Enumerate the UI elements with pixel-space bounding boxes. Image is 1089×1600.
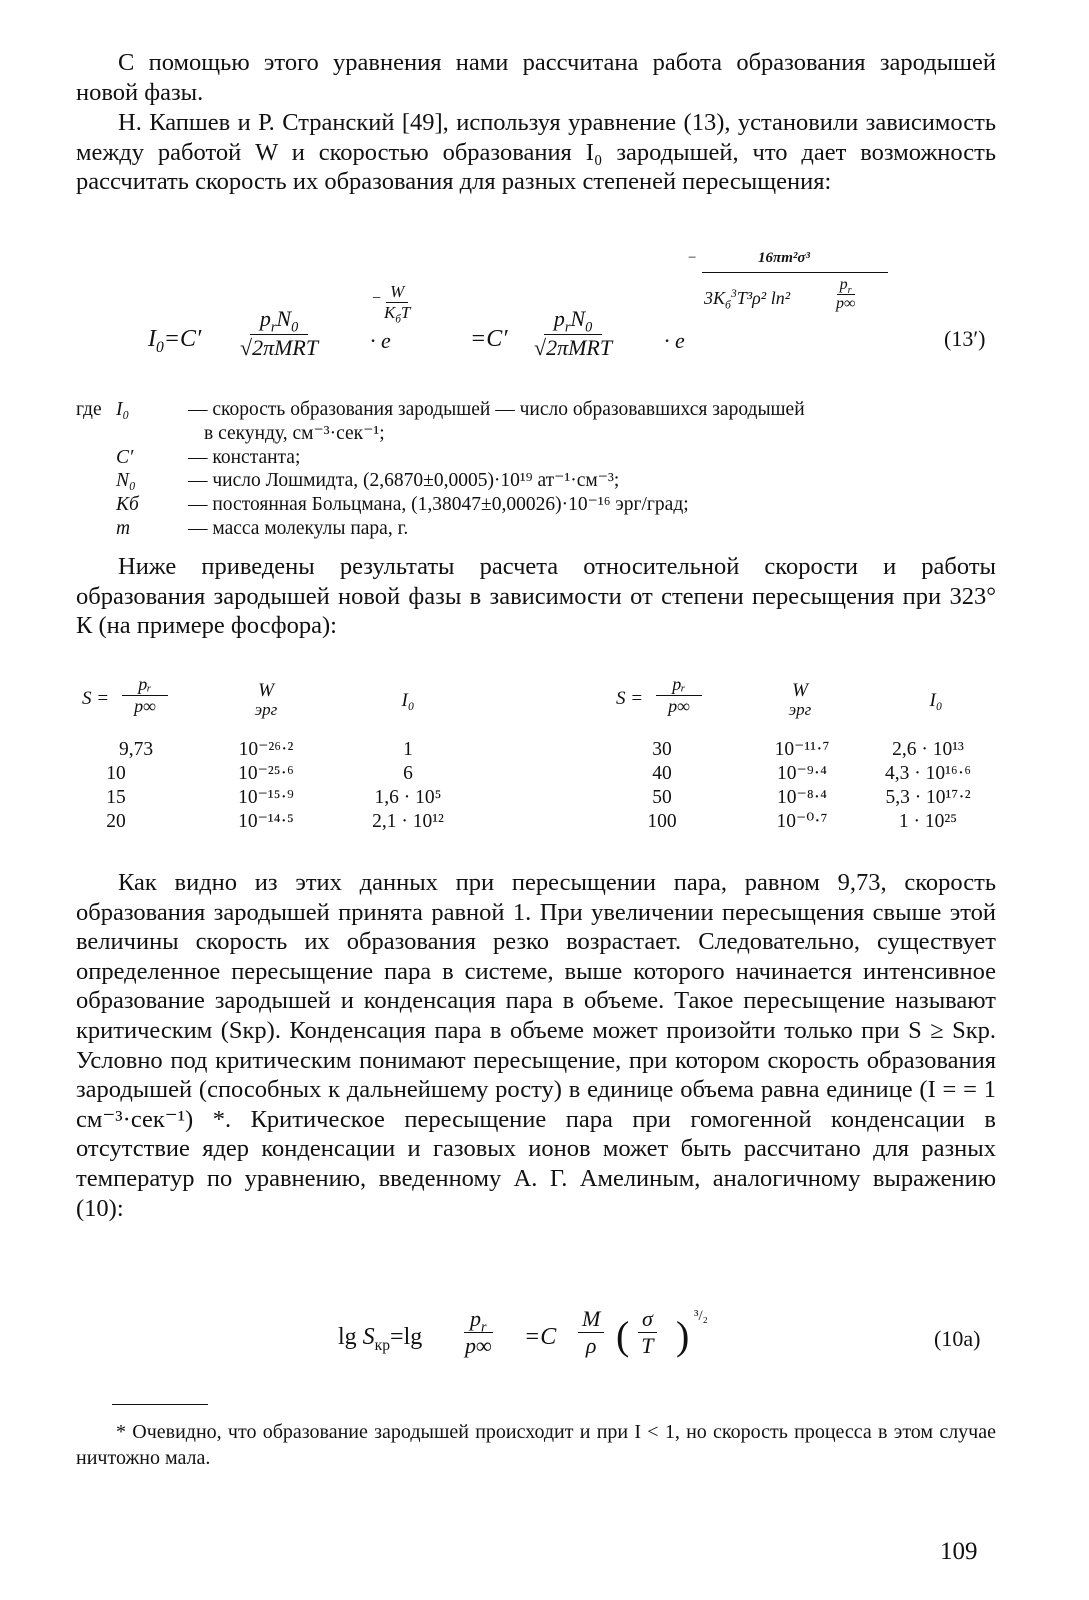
definition-row bbox=[76, 446, 1006, 470]
table-cell-s: 15 bbox=[106, 787, 126, 808]
table-cell-i: 1 bbox=[403, 739, 413, 760]
eq-e-2: · e bbox=[664, 328, 685, 353]
paragraph-4: Как видно из этих данных при пересыщении пара, равном 9,73, скорость образования зародышей принята равной 1. При увеличении пересыщения свыше этой величины скорость их образования резко возрастает. Следовательно, существует определенное пересыщение пара в системе, выше которого начинается интенсивное образование зародышей и конденсация пара в объеме. Такое пересыщение называют критическим (Sкр). Конденсация пара в объеме может произойти только при S ≥ Sкр. Условно под критическим понимают пересыщение, при котором скорость образования зародышей (способных к дальнейшему росту) в единице объема равна единице (I = = 1 см⁻³·сек⁻¹) *. Критическое пересыщение пара при гомогенной конденсации в отсутствие ядер конденсации и газовых ионов может быть рассчитано для разных температур по уравнению, введенному А. Г. Амелиным, аналогичному выражению (10): bbox=[76, 869, 996, 1222]
table-cell-w: 10⁻²⁵·⁶ bbox=[238, 763, 294, 784]
table-cell-i: 6 bbox=[403, 763, 413, 784]
table-header-s-right: S = bbox=[616, 688, 644, 709]
definition-text-cont: в секунду, см⁻³·сек⁻¹; bbox=[204, 422, 385, 444]
eq10a-lhs: $\lg S_{кр}=\lg$ bbox=[338, 1324, 423, 1354]
eq-e-1: · e bbox=[370, 328, 391, 353]
table-cell-s: 40 bbox=[652, 763, 672, 784]
table-cell-i: 2,1 · 10¹² bbox=[372, 811, 444, 832]
table-header-erg-right: эрг bbox=[788, 700, 812, 719]
table-cell-w: 10⁻⁹·⁴ bbox=[777, 763, 827, 784]
table-header-ratio: pᵣ p∞ bbox=[122, 674, 168, 717]
definition-text: — константа; bbox=[188, 446, 301, 468]
eq10a-sigma-t: σ T bbox=[638, 1306, 657, 1359]
definition-row bbox=[76, 422, 1006, 446]
eq-exp1-minus: − bbox=[372, 290, 382, 307]
table-header-s: S = bbox=[82, 688, 110, 709]
definition-text: — постоянная Больцмана, (1,38047±0,00026)·10⁻¹⁶ эрг/град; bbox=[188, 494, 689, 516]
table-header-erg: эрг bbox=[254, 700, 278, 719]
eq10a-power: ³/₂ bbox=[694, 1308, 708, 1324]
equation-number-13: (13′) bbox=[944, 326, 986, 351]
exp-numerator: 16πm²σ³ bbox=[758, 250, 810, 266]
definitions-list bbox=[76, 398, 1006, 541]
paragraph-1: С помощью этого уравнения нами рассчитана работа образования зародышей новой фазы. bbox=[76, 49, 996, 106]
table-cell-s: 50 bbox=[652, 787, 672, 808]
definitions-intro: где bbox=[76, 399, 102, 420]
table-header-w: W bbox=[258, 680, 274, 701]
table-cell-w: 10⁻¹⁴·⁵ bbox=[238, 811, 294, 832]
table-cell-w: 10⁻⁸·⁴ bbox=[777, 787, 827, 808]
definition-row bbox=[76, 398, 1006, 422]
eq-fraction-1: $p_rN_0$ √2πMRT bbox=[240, 306, 319, 360]
eq10a-paren-close: ) bbox=[676, 1313, 690, 1358]
definition-symbol: Kб bbox=[116, 494, 139, 516]
table-cell-s: 30 bbox=[652, 739, 672, 760]
definition-row bbox=[76, 517, 1006, 541]
definition-text: — число Лошмидта, (2,6870±0,0005)·10¹⁹ ат⁻¹·см⁻³; bbox=[188, 470, 620, 492]
definition-row bbox=[76, 469, 1006, 493]
table-header-i-right: I₀ bbox=[929, 690, 943, 711]
eq-exp1-fraction: W $K_бT$ bbox=[384, 282, 411, 326]
exp-denominator: $3K_б^3T^3\rho^2$ ln² bbox=[704, 287, 791, 312]
table-cell-s: 10 bbox=[106, 763, 126, 784]
table-cell-i: 4,3 · 10¹⁶·⁶ bbox=[884, 763, 972, 784]
table-cell-w: 10⁻¹⁵·⁹ bbox=[238, 787, 294, 808]
table-header-i: I₀ bbox=[401, 690, 415, 711]
equation-number-10a: (10а) bbox=[934, 1326, 981, 1351]
definition-text: — масса молекулы пара, г. bbox=[188, 517, 409, 539]
paragraph-2: Н. Капшев и Р. Странский [49], используя уравнение (13), установили зависимость между работой W и скоростью образования I₀ зародышей, что дает возможность рассчитать скорость их образования для разных степеней пересыщения: bbox=[76, 109, 996, 196]
eq10a-paren-open: ( bbox=[616, 1313, 630, 1358]
footnote-rule bbox=[112, 1404, 208, 1405]
exp-pr-pinf: $p_r$ p∞ bbox=[836, 276, 856, 312]
eq10a-m-rho: M ρ bbox=[578, 1306, 604, 1359]
table-cell-s: 20 bbox=[106, 811, 126, 832]
definition-text: — скорость образования зародышей — число образовавшихся зародышей bbox=[188, 399, 805, 420]
definition-row bbox=[76, 493, 1006, 517]
paragraph-3: Ниже приведены результаты расчета относительной скорости и работы образования зародышей новой фазы в зависимости от степени пересыщения при 323° К (на примере фосфора): bbox=[76, 553, 996, 640]
table-cell-i: 1,6 · 10⁵ bbox=[374, 787, 442, 808]
eq10a-equals-c: =C bbox=[524, 1324, 557, 1350]
table-cell-w: 10⁻¹¹·⁷ bbox=[774, 739, 830, 760]
definition-symbol: I₀ bbox=[116, 399, 130, 420]
definition-symbol: m bbox=[116, 517, 131, 539]
eq-lhs: $I_0=C'$ bbox=[148, 326, 202, 356]
eq-fraction-2: $p_rN_0$ √2πMRT bbox=[534, 306, 613, 360]
table-header-w-right: W bbox=[792, 680, 808, 701]
table-cell-i: 1 · 10²⁵ bbox=[898, 811, 958, 832]
eq10a-ratio: $p_r$ p∞ bbox=[464, 1306, 492, 1358]
table-cell-w: 10⁻⁰·⁷ bbox=[776, 811, 828, 832]
eq-equals-c: =C′ bbox=[470, 326, 508, 352]
definition-symbol: C′ bbox=[116, 446, 134, 468]
table-cell-i: 2,6 · 10¹³ bbox=[892, 739, 964, 760]
definition-symbol: N₀ bbox=[116, 470, 136, 492]
table-header-ratio-right: pᵣ p∞ bbox=[656, 674, 702, 717]
table-cell-s: 100 bbox=[647, 811, 677, 832]
table-cell-s: 9,73 bbox=[118, 739, 154, 760]
table-cell-i: 5,3 · 10¹⁷·² bbox=[885, 787, 971, 808]
footnote: * Очевидно, что образование зародышей происходит и при I < 1, но скорость процесса в этом случае ничтожно мала. bbox=[76, 1421, 996, 1469]
exp-minus-sign: − bbox=[688, 250, 697, 266]
table-cell-w: 10⁻²⁶·² bbox=[238, 739, 294, 760]
page-number: 109 bbox=[940, 1538, 978, 1565]
